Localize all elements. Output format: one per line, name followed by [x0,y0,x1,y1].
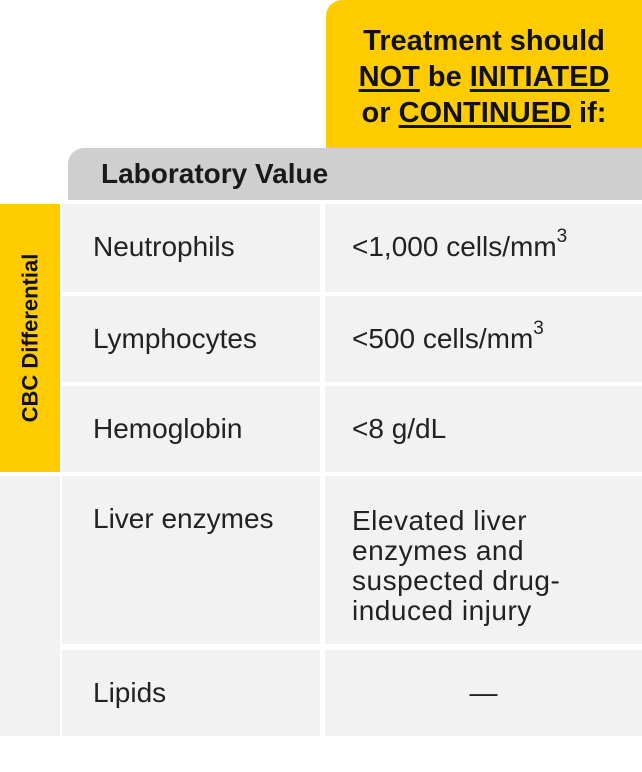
be-text: be [419,61,470,93]
cbc-differential-text: CBC Differential [17,253,42,423]
value-superscript: 3 [533,317,544,339]
laboratory-value-header [68,148,642,200]
row-name-text: Hemoglobin [93,413,243,444]
initiated-emphasis: INITIATED [469,61,610,93]
side-blank-cell [0,476,60,736]
value-line: enzymes and [352,535,525,566]
if-text: if: [571,97,607,129]
row-value-text: — [469,677,498,708]
laboratory-value-label: Laboratory Value [101,158,329,189]
value-line: induced injury [352,595,532,626]
not-emphasis: NOT [358,61,420,93]
value-main: <1,000 cells/mm [352,231,557,262]
table-row-name [62,476,320,644]
table-row-value [325,476,642,644]
treatment-header-line1: Treatment should [363,25,605,57]
row-value-text [352,476,642,626]
row-value-text [352,296,642,355]
table-row-name [62,204,320,292]
treatment-criteria-header [326,0,642,148]
row-name-text: Liver enzymes [93,503,274,534]
continued-emphasis: CONTINUED [398,97,571,129]
value-line: suspected drug- [352,565,561,596]
row-name-text: Lipids [93,677,167,708]
table-row-value [325,204,642,292]
table-row-value [325,296,642,382]
row-name-text: Lymphocytes [93,323,257,354]
value-main: <500 cells/mm [352,323,534,354]
row-name-text: Neutrophils [93,231,235,262]
table-row-name [62,386,320,472]
value-line: Elevated liver [352,505,528,536]
treatment-header-line2 [359,59,610,95]
row-value-text: <8 g/dL [352,413,447,444]
table-row-name [62,296,320,382]
table-row-name [62,650,320,736]
or-text: or [361,97,399,129]
value-superscript: 3 [556,225,568,247]
row-value-text [352,204,642,263]
table-row-value [325,386,642,472]
cbc-differential-label [0,204,60,472]
table-row-value [325,650,642,736]
treatment-header-line3 [362,95,607,131]
